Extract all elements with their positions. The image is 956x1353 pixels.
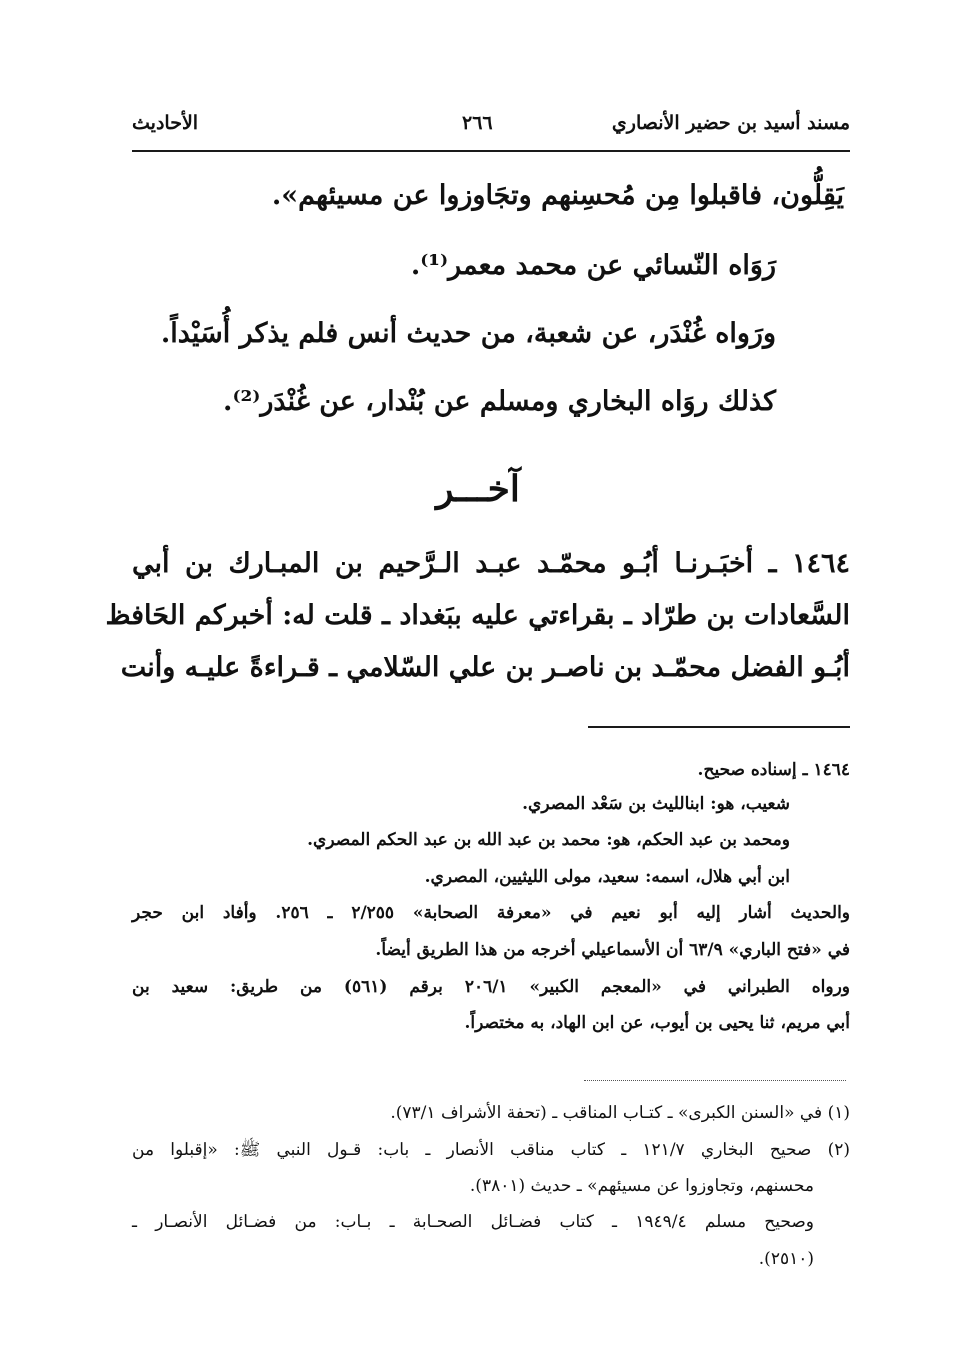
commentary-line: ورواه الطبراني في «المعجم الكبير» ٢٠٦/١ برقم (٥٦١) من طريق: سعيد بن [132, 977, 851, 997]
commentary-line: أبي مريم، ثنا يحيى بن أيوب، عن ابن الهاد، به مختصراً. [464, 1013, 850, 1033]
commentary-line: والحديث أشار إليه أبو نعيم في «معرفة الصحابة» ٢/٢٥٥ ـ ٢٥٦. وأفاد ابن حجر [132, 903, 850, 923]
commentary-line: في «فتح الباري» ٦٣/٩ أن الأسماعيلي أخرجه من هذا الطريق أيضاً. [375, 940, 850, 960]
header-divider [132, 150, 850, 152]
footnote-line: (٢٥١٠). [758, 1249, 814, 1269]
footnote-line: (١) في «السنن الكبرى» ـ كتـاب المناقب ـ (تحفة الأشراف ٧٣/١). [390, 1103, 850, 1123]
section-heading: آخـــر [436, 468, 520, 510]
main-text-line: ورَواه غُنْدَر، عن شعبة، من حديث أنس فلم يذكر أُسَيْداً. [160, 318, 776, 349]
page-number: ٢٦٦ [462, 112, 493, 134]
footnote-line: وصحيح مسلم ١٩٤٩/٤ ـ كتاب فضـائل الصحـابة ـ بـاب: من فضـائل الأنصـار ـ [132, 1212, 814, 1232]
running-header [132, 108, 850, 148]
hadith-text-line: ١٤٦٤ ـ أخبَـرنـا أبُـو محمّـد عبـد الـرَّحيم بن المبـارك بن أبي [132, 548, 850, 579]
commentary-line: ١٤٦٤ ـ إسناده صحيح. [697, 760, 850, 780]
main-text-line: يَقِلُّون، فاقبلوا مِن مُحسِنهم وتجَاوزوا عن مسيئهم». [271, 180, 844, 211]
commentary-line: ومحمد بن عبد الحكم، هو: محمد بن عبد الله بن عبد الحكم المصري. [307, 830, 790, 850]
commentary-line: شعيب، هو: ابنالليث بن سَعْد المصري. [522, 794, 790, 814]
footnote-line: (٢) صحيح البخاري ١٢١/٧ ـ كتاب مناقب الأنصار ـ باب: قـول النبي ﷺ: «إقبلوا من [132, 1140, 850, 1160]
header-book-title: مسند أسيد بن حضير الأنصاري [611, 112, 850, 134]
main-text-line: رَوَاه النّسائي عن محمد معمر⁽¹⁾. [410, 250, 776, 281]
footnotes-divider [584, 1080, 846, 1081]
main-text-line: كذلك روَاه البخاري ومسلم عن بُنْدار، عن غُنْدَر⁽²⁾. [223, 386, 776, 417]
hadith-text-line: أبُـو الفضل محمّـد بن ناصـر بن علي السّلامي ـ قـراءةً عليـه وأنت [120, 652, 850, 683]
footnote-line: محسنهم، وتجاوزوا عن مسيئهم» ـ حديث (٣٨٠١). [469, 1176, 814, 1196]
commentary-line: ابن أبي هلال، اسمه: سعيد، مولى الليثيين، المصري. [424, 867, 790, 887]
header-section: الأحاديث [132, 112, 199, 134]
notes-divider [588, 726, 850, 728]
hadith-text-line: السَّعادات بن طرّاد ـ بقراءتي عليه ببَغداد ـ قلت له: أخبركم الحَافظ [105, 600, 850, 631]
